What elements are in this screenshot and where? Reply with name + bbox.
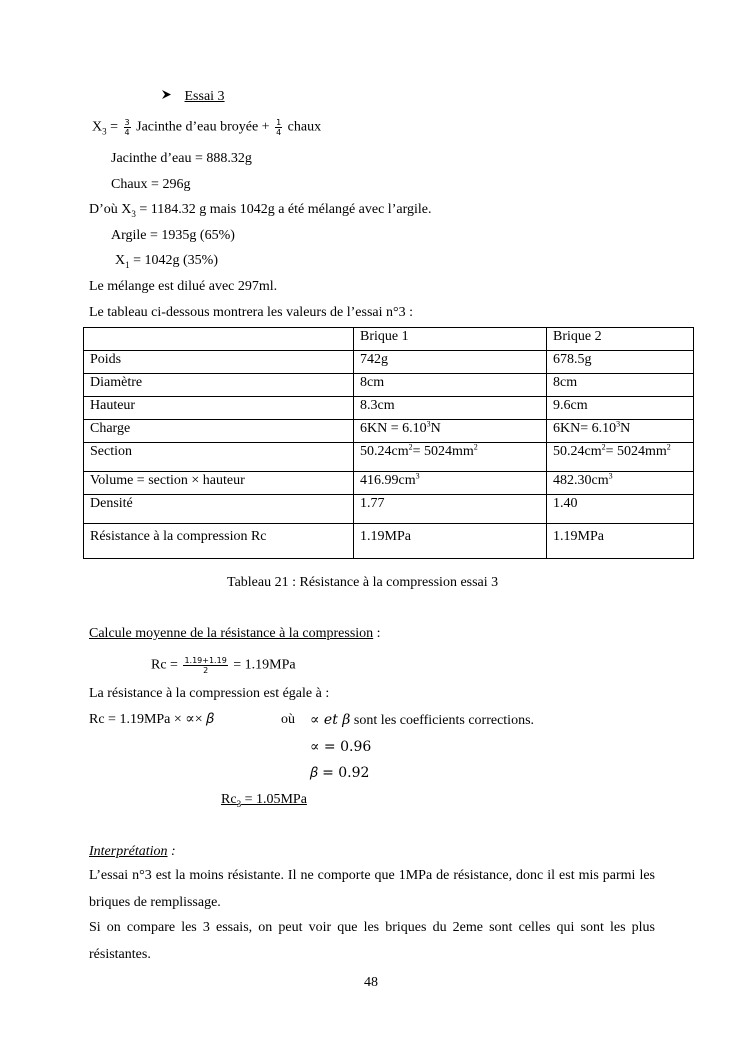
fraction-three-quarters [124,118,131,137]
cell-exponent: 2 [601,442,606,452]
x1-subscript: 1 [125,259,130,270]
line-x1 [115,253,218,269]
table-cell: 678.5g [547,351,694,374]
line-jacinthe: Jacinthe d’eau = 888.32g [111,151,252,166]
cell-exponent: 3 [426,419,431,429]
cell-text: 50.24cm [360,444,409,459]
table-cell: 9.6cm [547,397,694,420]
fraction-denominator: 4 [124,128,130,137]
rc-formula: Rc = 1.19MPa × ∝× 𝛽 [89,712,214,727]
rc3-result [221,792,307,808]
table-header-cell: Brique 2 [547,328,694,351]
cell-text: = 5024mm [605,444,667,459]
rc3-value: = 1.05MPa [241,792,307,807]
table-cell: 1.19MPa [354,524,547,559]
table-cell: Diamètre [84,374,354,397]
cell-exponent: 2 [408,442,413,452]
formula-x3 [92,118,321,137]
table-cell: 742g [354,351,547,374]
ou-word: où [281,712,295,727]
interpretation-colon: : [167,844,176,859]
interpretation-heading: Interprétation [89,844,168,859]
rc-fraction [183,656,227,675]
x3-part-chaux: chaux [284,119,322,135]
table-cell: 8cm [354,374,547,397]
line-argile: Argile = 1935g (65%) [111,228,235,243]
cell-unit: N [620,421,631,436]
x1-text: = 1042g (35%) [129,253,219,268]
table-cell [354,420,547,443]
x1-symbol: X [115,253,126,268]
rc-lhs: Rc = [151,657,182,673]
table-cell: Résistance à la compression Rc [84,524,354,559]
alpha-value: ∝ = 0.96 [310,739,372,755]
table-caption: Tableau 21 : Résistance à la compression essai 3 [227,575,499,590]
cell-text: = 5024mm [412,444,474,459]
table-row [84,420,694,443]
table-row [84,443,694,472]
arrow-bullet-icon [161,89,173,105]
cell-text: 6KN = 6.10 [360,421,427,436]
interpretation-paragraph-1: L’essai n°3 est la moins résistante. Il ne comporte que 1MPa de résistance, donc il est mis parmi les briques de remplissage. [89,868,655,910]
table-cell: Poids [84,351,354,374]
interpretation-paragraph-2: Si on compare les 3 essais, on peut voir que les briques du 2eme sont celles qui sont les plus résistantes. [89,920,655,962]
table-cell [547,443,694,472]
cell-text: 482.30cm [553,473,609,488]
line-dou [89,202,431,218]
section-heading [161,89,225,105]
calc-heading: Calcule moyenne de la résistance à la compression [89,626,374,641]
table-row [84,495,694,524]
rc-mean-formula [151,656,296,675]
cell-exponent: 2 [666,442,671,452]
beta-value: 𝛽 = 0.92 [310,765,370,781]
table-cell [547,420,694,443]
line-chaux: Chaux = 296g [111,177,191,192]
table-cell [547,472,694,495]
line-melange: Le mélange est dilué avec 297ml. [89,279,278,294]
table-cell: 1.19MPa [547,524,694,559]
table-cell: Volume = section × hauteur [84,472,354,495]
table-cell: 8.3cm [354,397,547,420]
table-row [84,374,694,397]
table-cell: Densité [84,495,354,524]
table-header-cell [84,328,354,351]
table-row [84,524,694,559]
cell-exponent: 3 [608,471,613,481]
table-cell [354,472,547,495]
cell-text: 6KN= 6.10 [553,421,617,436]
table-row [84,472,694,495]
cell-text: 50.24cm [553,444,602,459]
fraction-numerator: 3 [124,118,130,127]
table-cell: 1.40 [547,495,694,524]
x3-equals: = [106,119,122,135]
rc3-subscript: 3 [236,798,242,809]
rc3-symbol: Rc [221,792,237,807]
table-row [84,351,694,374]
calc-heading-colon: : [373,626,381,641]
fraction-one-quarter [275,118,282,137]
page-number: 48 [364,975,378,990]
x3-symbol: X [92,119,103,135]
section-title: Essai 3 [184,89,225,104]
table-cell [354,443,547,472]
interpretation-heading-line [89,844,176,860]
table-cell: Section [84,443,354,472]
calc-heading-line [89,626,381,642]
cell-text: 416.99cm [360,473,416,488]
cell-exponent: 3 [415,471,420,481]
rc-rhs: = 1.19MPa [229,657,296,673]
table-row [84,397,694,420]
coef-suffix: sont les coefficients corrections. [350,713,535,728]
fraction-numerator: 1 [276,118,282,127]
fraction-numerator: 1.19+1.19 [184,656,227,665]
table-header-cell: Brique 1 [354,328,547,351]
x3-part-jacinthe: Jacinthe d’eau broyée + [132,119,274,135]
results-table [83,327,694,559]
fraction-denominator: 2 [203,666,209,675]
dou-text-a: D’où X [89,202,132,217]
coefficients-line [310,712,534,729]
table-cell: Hauteur [84,397,354,420]
dou-subscript: 3 [131,208,136,219]
table-cell: 1.77 [354,495,547,524]
line-tableau-intro: Le tableau ci-dessous montrera les valeurs de l’essai n°3 : [89,305,413,320]
line-egale: La résistance à la compression est égale à : [89,686,330,701]
dou-text-b: = 1184.32 g mais 1042g a été mélangé avec l’argile. [135,202,432,217]
cell-unit: N [430,421,441,436]
cell-exponent: 2 [473,442,478,452]
table-cell: Charge [84,420,354,443]
table-cell: 8cm [547,374,694,397]
table-header-row [84,328,694,351]
coef-symbols: ∝ 𝑒𝑡 𝛽 [310,712,351,728]
fraction-denominator: 4 [276,128,282,137]
cell-exponent: 3 [616,419,621,429]
x3-subscript: 3 [102,126,107,137]
